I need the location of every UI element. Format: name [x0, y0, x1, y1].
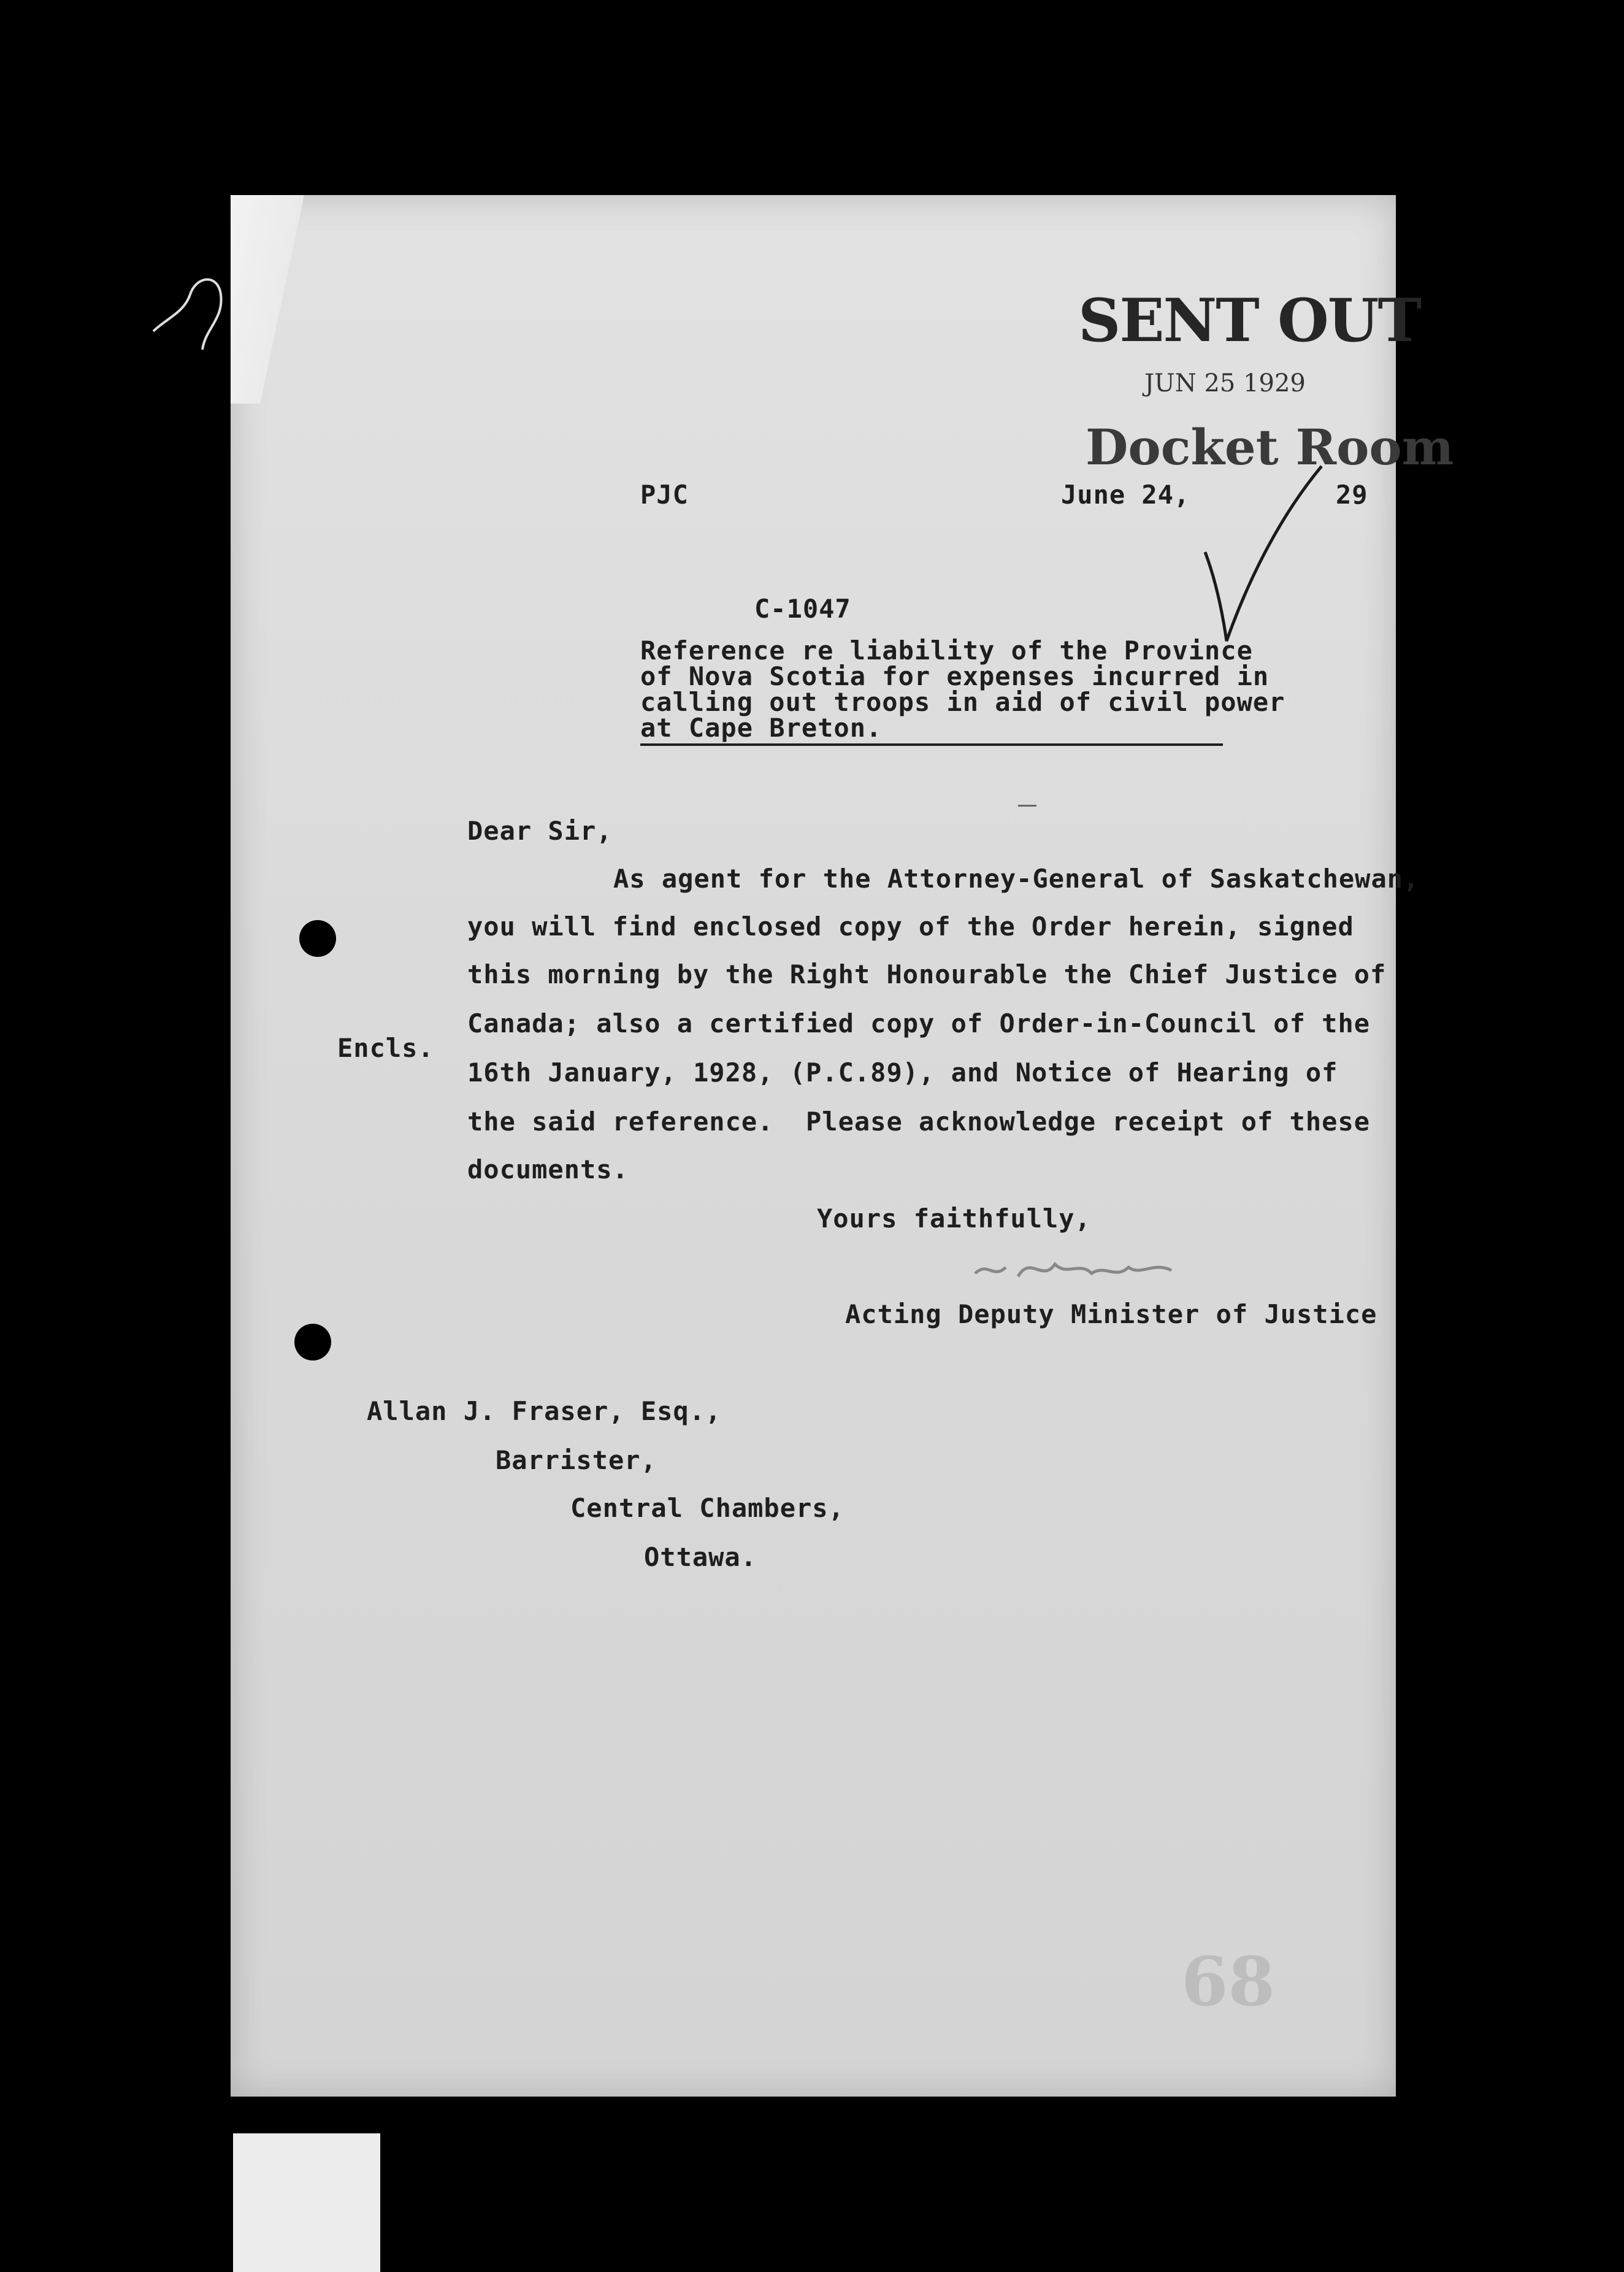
body-line: documents.: [467, 1154, 629, 1184]
sent-out-stamp: SENT OUT: [1078, 286, 1420, 355]
letter-year: 29: [1336, 480, 1368, 510]
closing: Yours faithfully,: [817, 1203, 1091, 1234]
initials: PJC: [640, 480, 689, 510]
letter-date: June 24,: [1061, 480, 1190, 510]
salutation: Dear Sir,: [467, 816, 613, 846]
body-line: this morning by the Right Honourable the Chief Justice of: [467, 959, 1387, 989]
signature: [969, 1249, 1190, 1292]
subject-line: at Cape Breton.: [640, 713, 883, 743]
body-line: As agent for the Attorney-General of Saskatchewan,: [613, 864, 1420, 894]
punch-hole: [294, 1324, 331, 1361]
body-line: Canada; also a certified copy of Order-in-Council of the: [467, 1008, 1371, 1038]
subject-line: calling out troops in aid of civil power: [640, 687, 1285, 717]
address-line: Allan J. Fraser, Esq.,: [367, 1396, 722, 1426]
punch-hole: [299, 920, 336, 957]
address-line: Barrister,: [496, 1445, 657, 1475]
body-line: you will find enclosed copy of the Order herein, signed: [467, 911, 1354, 942]
subject-block: [640, 635, 1285, 743]
subject-underline: [640, 743, 1223, 746]
scribble-mark: [147, 270, 233, 362]
file-number: C-1047: [754, 594, 851, 624]
body-line: the said reference. Please acknowledge receipt of these: [467, 1107, 1371, 1137]
page-number: 68: [1181, 1942, 1276, 2021]
stamp-date: JUN 25 1929: [1144, 369, 1306, 397]
margin-note: Encls.: [337, 1033, 434, 1063]
address-line: Ottawa.: [644, 1542, 757, 1572]
body-line: 16th January, 1928, (P.C.89), and Notice of Hearing of: [467, 1057, 1338, 1088]
check-mark: [1196, 454, 1331, 650]
address-line: Central Chambers,: [570, 1493, 845, 1523]
dash-mark: [1018, 805, 1036, 807]
docket-room-stamp: Docket Room: [1086, 418, 1454, 476]
subject-line: of Nova Scotia for expenses incurred in: [640, 661, 1270, 691]
subject-line: Reference re liability of the Province: [640, 635, 1253, 666]
signature-title: Acting Deputy Minister of Justice: [845, 1299, 1377, 1329]
paper-slip: [233, 2133, 380, 2272]
